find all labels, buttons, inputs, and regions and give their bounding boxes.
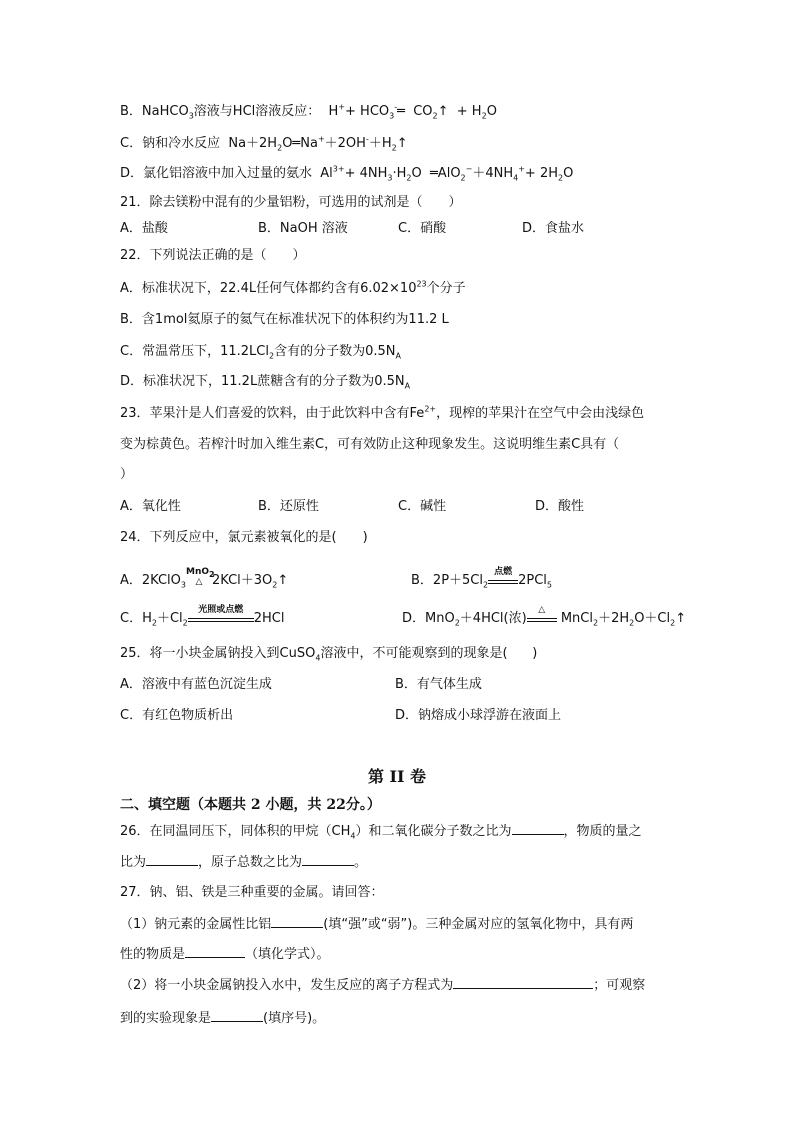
q23-stem-line2: 变为棕黄色。若榨汁时加入维生素C，可有效防止这种现象发生。这说明维生素C具有（ xyxy=(120,437,620,452)
q23-stem-line1: 23．苹果汁是人们喜爱的饮料，由于此饮料中含有$Fe^{2+}$，现榨的苹果汁在空气中会由浅绿色 xyxy=(120,404,645,421)
q22-stem: 22．下列说法正确的是（ ） xyxy=(120,248,306,263)
q23-option-c: C．碱性 xyxy=(398,499,447,514)
q21-option-b: B．NaOH 溶液 xyxy=(258,221,348,236)
q20-option-b: B．NaHCO$_3$溶液与HCl溶液反应： $H^++ HCO_3^-═$ $CO_2↑ + H_2O$ xyxy=(120,102,497,121)
section-heading: 二、填空题（本题共 2 小题，共 22分。） xyxy=(120,797,381,813)
section-title: 第 II 卷 xyxy=(367,767,427,786)
q25-option-b: B．有气体生成 xyxy=(395,677,482,692)
q24-option-a: A．2KClO$_3$ MnO$_2$ △ $2KCl+3O_2↑$ xyxy=(120,567,289,590)
q24-stem: 24．下列反应中，氯元素被氧化的是( ) xyxy=(120,530,368,545)
q24-option-d: D．MnO$_2$＋4HCl(浓) △ $MnCl_2+2H_2O+Cl_2↑$ xyxy=(402,605,687,628)
q25-option-d: D．钠熔成小球浮游在液面上 xyxy=(395,708,562,723)
q23-option-b: B．还原性 xyxy=(258,499,319,514)
q21-option-d: D．食盐水 xyxy=(522,221,585,236)
q25-option-a: A．溶液中有蓝色沉淀生成 xyxy=(120,677,272,692)
q27-part1-line2: 性的物质是 （填化学式）。 xyxy=(120,947,330,962)
q27-stem: 27．钠、铝、铁是三种重要的金属。请回答： xyxy=(120,885,384,900)
q27-part2-line2: 到的实验现象是 (填序号)。 xyxy=(120,1011,326,1026)
q26-line2: 比为 ，原子总数之比为 。 xyxy=(120,855,368,870)
q21-option-c: C．硝酸 xyxy=(398,221,447,236)
q26-line1: 26．在同温同压下，同体积的甲烷$(CH_4)$和二氧化碳分子数之比为 ，物质的量之 xyxy=(120,824,642,841)
q22-option-a: A．标准状况下，22.4L任何气体都约含有$6.02\times 10^{23}$个分子 xyxy=(120,279,466,296)
q23-option-a: A．氧化性 xyxy=(120,499,181,514)
q20-option-d: D．氯化铝溶液中加入过量的氨水 $Al^{3+}+ 4NH_3\cdot H_2O$ $═AlO_2^-+4NH_4^++ 2H_2O$ xyxy=(120,164,574,183)
q22-option-d: D．标准状况下，11.2L蔗糖含有的分子数为$0.5N_A$ xyxy=(120,374,411,391)
q23-option-d: D．酸性 xyxy=(535,499,585,514)
q22-option-b: B．含1mol氦原子的氦气在标准状况下的体积约为11.2 L xyxy=(120,312,449,327)
q27-part2-line1: （2）将一小块金属钠投入水中，发生反应的离子方程式为 ；可观察 xyxy=(120,978,646,993)
q23-stem-line3: ） xyxy=(120,467,134,482)
q25-stem: 25．将一小块金属钠投入到CuSO$_4$溶液中，不可能观察到的现象是( ) xyxy=(120,646,538,663)
q20-option-c: C．钠和冷水反应 $Na+2H_2O═Na^++2OH^-+H_2↑$ xyxy=(120,134,408,153)
q24-option-b: B．$2P+5Cl_2$ 点燃 2PCl$_5$ xyxy=(411,567,552,590)
q21-option-a: A．盐酸 xyxy=(120,221,168,236)
q27-part1-line1: （1）钠元素的金属性比铝 (填“强”或“弱”)。三种金属对应的氢氧化物中，具有两 xyxy=(120,917,634,932)
q21-stem: 21．除去镁粉中混有的少量铝粉，可选用的试剂是（ ） xyxy=(120,195,462,210)
q22-option-c: C．常温常压下，11.2LCl$_2$含有的分子数为$0.5N_A$ xyxy=(120,344,401,361)
q24-option-c: C．$H_2+Cl_2$ 光照或点燃 2HCl xyxy=(120,605,285,628)
q25-option-c: C．有红色物质析出 xyxy=(120,708,234,723)
